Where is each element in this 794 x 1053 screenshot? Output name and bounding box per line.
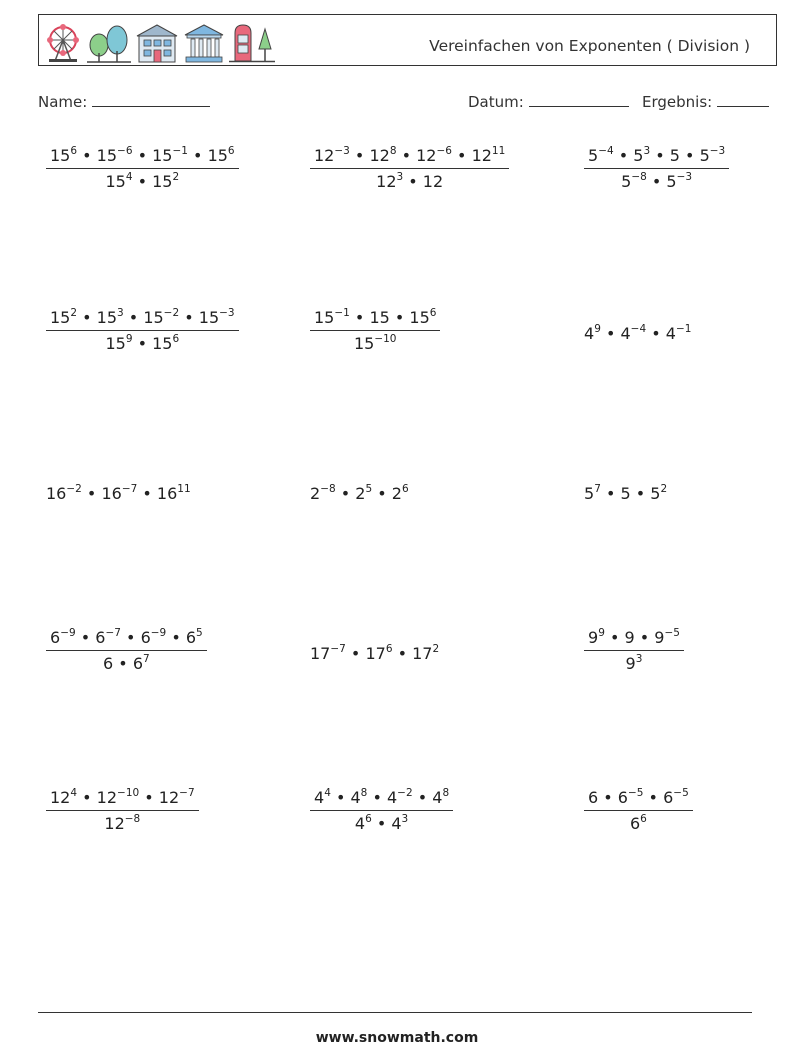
exponent: −7 — [330, 643, 346, 655]
denominator — [584, 650, 684, 673]
denominator — [310, 168, 509, 191]
exponent: 2 — [70, 307, 78, 319]
multiply-dot: • — [132, 334, 153, 353]
date-field — [468, 92, 629, 111]
exponent: −1 — [675, 323, 692, 335]
fraction — [584, 628, 684, 673]
problem-13 — [46, 788, 199, 833]
problem-2 — [310, 146, 509, 191]
base: 4 — [314, 788, 325, 807]
base: 15 — [207, 146, 228, 165]
header-icons — [43, 21, 275, 63]
trees-icon — [87, 23, 131, 63]
problem-1 — [46, 146, 239, 191]
problem-4 — [46, 308, 239, 353]
exponent: 6 — [401, 483, 409, 495]
exponent: 3 — [396, 171, 404, 183]
house-icon — [135, 23, 179, 63]
denominator — [46, 810, 199, 833]
multiply-dot: • — [451, 146, 472, 165]
base: 5 — [588, 146, 599, 165]
base: 15 — [152, 146, 173, 165]
base: 12 — [50, 788, 71, 807]
problem-10 — [46, 628, 207, 673]
footer-divider — [38, 1012, 752, 1013]
problem-5 — [310, 308, 440, 353]
base: 6 — [50, 628, 61, 647]
base: 16 — [46, 484, 67, 503]
exponent: 2 — [172, 171, 180, 183]
base: 9 — [654, 628, 665, 647]
base: 17 — [365, 644, 386, 663]
multiply-dot: • — [349, 146, 370, 165]
base: 15 — [105, 334, 126, 353]
exponent: −10 — [117, 787, 140, 799]
problem-14 — [310, 788, 453, 833]
multiply-dot: • — [371, 814, 392, 833]
base: 4 — [665, 324, 676, 343]
exponent: 6 — [227, 145, 235, 157]
base: 12 — [422, 172, 444, 191]
exponent: 7 — [594, 483, 601, 495]
numerator — [584, 628, 684, 650]
multiply-dot: • — [187, 146, 208, 165]
multiply-dot: • — [132, 172, 153, 191]
problem-8 — [310, 484, 409, 503]
name-label: Name: — [38, 93, 88, 111]
base: 12 — [416, 146, 437, 165]
multiply-dot: • — [367, 788, 387, 807]
base: 5 — [669, 146, 680, 165]
base: 12 — [104, 814, 125, 833]
multiply-dot: • — [81, 484, 102, 503]
fraction — [46, 628, 207, 673]
multiply-dot: • — [120, 628, 141, 647]
multiply-dot: • — [604, 628, 625, 647]
multiply-dot: • — [643, 788, 664, 807]
multiply-dot: • — [75, 628, 96, 647]
base: 2 — [355, 484, 366, 503]
exponent: 8 — [442, 787, 450, 799]
exponent: −4 — [630, 323, 647, 335]
base: 5 — [621, 172, 632, 191]
multiply-dot: • — [137, 484, 157, 503]
exponent: −2 — [163, 307, 180, 319]
museum-icon — [183, 23, 225, 63]
fraction — [310, 146, 509, 191]
base: 15 — [314, 308, 335, 327]
denominator — [46, 168, 239, 191]
denominator — [46, 650, 207, 673]
multiply-dot: • — [345, 644, 366, 663]
phone-booth-icon — [229, 23, 275, 63]
multiply-dot: • — [372, 484, 392, 503]
exponent: −6 — [117, 145, 133, 157]
exponent: 2 — [432, 643, 440, 655]
multiply-dot: • — [132, 146, 153, 165]
exponent: 5 — [196, 627, 203, 639]
base: 4 — [432, 788, 443, 807]
base: 15 — [353, 334, 375, 353]
base: 6 — [588, 788, 599, 807]
base: 6 — [185, 628, 197, 647]
exponent: −5 — [627, 787, 644, 799]
exponent: 9 — [125, 333, 133, 345]
numerator — [584, 146, 729, 168]
base: 12 — [96, 788, 118, 807]
multiply-dot: • — [392, 644, 413, 663]
base: 6 — [132, 654, 143, 673]
base: 6 — [617, 788, 628, 807]
exponent: 5 — [365, 483, 373, 495]
multiply-dot: • — [335, 484, 356, 503]
exponent: 8 — [389, 145, 397, 157]
base: 9 — [624, 628, 635, 647]
exponent: 11 — [177, 483, 191, 495]
denominator — [584, 168, 729, 191]
base: 9 — [588, 628, 599, 647]
base: 15 — [96, 308, 118, 327]
problem-12 — [584, 628, 684, 673]
denominator — [310, 330, 440, 353]
header-box — [38, 14, 777, 66]
multiply-dot: • — [139, 788, 159, 807]
base: 2 — [391, 484, 402, 503]
multiply-dot: • — [389, 308, 410, 327]
exponent: −5 — [673, 787, 689, 799]
expression — [310, 644, 439, 663]
base: 15 — [105, 172, 126, 191]
base: 15 — [143, 308, 164, 327]
base: 12 — [376, 172, 397, 191]
date-blank[interactable] — [529, 92, 629, 107]
base: 16 — [156, 484, 178, 503]
base: 2 — [310, 484, 321, 503]
base: 17 — [310, 644, 331, 663]
exponent: −8 — [320, 483, 336, 495]
base: 5 — [699, 146, 710, 165]
date-label: Datum: — [468, 93, 524, 111]
fraction — [310, 788, 453, 833]
multiply-dot: • — [77, 146, 97, 165]
exponent: −8 — [631, 171, 647, 183]
multiply-dot: • — [179, 308, 199, 327]
exponent: −2 — [66, 483, 82, 495]
expression — [584, 484, 667, 503]
ferris-wheel-icon — [43, 23, 83, 63]
exponent: −1 — [172, 145, 188, 157]
base: 15 — [152, 172, 173, 191]
base: 6 — [629, 814, 641, 833]
exponent: −5 — [664, 627, 680, 639]
base: 12 — [471, 146, 492, 165]
numerator — [46, 788, 199, 810]
base: 15 — [50, 146, 71, 165]
base: 12 — [314, 146, 335, 165]
exponent: 4 — [324, 787, 331, 799]
multiply-dot: • — [77, 308, 97, 327]
exponent: −3 — [219, 307, 235, 319]
multiply-dot: • — [630, 484, 651, 503]
exponent: 2 — [660, 483, 668, 495]
multiply-dot: • — [166, 628, 186, 647]
problem-11 — [310, 644, 439, 663]
exponent: 3 — [401, 813, 409, 825]
multiply-dot: • — [650, 146, 670, 165]
exponent: 11 — [491, 145, 506, 157]
exponent: −3 — [676, 171, 693, 183]
exponent: −10 — [374, 333, 397, 345]
multiply-dot: • — [613, 146, 634, 165]
exponent: −7 — [121, 483, 138, 495]
problem-3 — [584, 146, 729, 191]
multiply-dot: • — [646, 172, 667, 191]
result-blank[interactable] — [717, 92, 769, 107]
exponent: 3 — [117, 307, 124, 319]
exponent: 6 — [70, 145, 78, 157]
exponent: 6 — [429, 307, 437, 319]
numerator — [584, 788, 693, 810]
exponent: −3 — [334, 145, 350, 157]
base: 4 — [350, 788, 361, 807]
exponent: −4 — [598, 145, 614, 157]
name-blank[interactable] — [92, 92, 210, 107]
exponent: 3 — [635, 653, 643, 665]
expression — [46, 484, 191, 503]
base: 15 — [409, 308, 430, 327]
base: 4 — [354, 814, 366, 833]
exponent: 4 — [70, 787, 78, 799]
multiply-dot: • — [600, 324, 621, 343]
multiply-dot: • — [396, 146, 417, 165]
worksheet-title: Vereinfachen von Exponenten ( Division ) — [429, 37, 750, 55]
problem-9 — [584, 484, 667, 503]
multiply-dot: • — [330, 788, 351, 807]
multiply-dot: • — [77, 788, 97, 807]
numerator — [310, 308, 440, 330]
base: 15 — [152, 334, 173, 353]
base: 15 — [198, 308, 220, 327]
base: 4 — [386, 788, 398, 807]
exponent: −3 — [709, 145, 726, 157]
base: 12 — [369, 146, 390, 165]
expression — [584, 324, 691, 343]
fraction — [584, 788, 693, 833]
problem-7 — [46, 484, 191, 503]
multiply-dot: • — [600, 484, 621, 503]
denominator — [310, 810, 453, 833]
multiply-dot: • — [679, 146, 700, 165]
exponent: 4 — [125, 171, 133, 183]
exponent: 7 — [143, 653, 150, 665]
numerator — [310, 146, 509, 168]
fraction — [584, 146, 729, 191]
base: 15 — [96, 146, 118, 165]
name-field — [38, 92, 210, 111]
result-label: Ergebnis: — [642, 93, 713, 111]
expression — [310, 484, 409, 503]
fraction — [46, 146, 239, 191]
base: 5 — [584, 484, 595, 503]
base: 15 — [369, 308, 390, 327]
exponent: 9 — [598, 627, 605, 639]
denominator — [584, 810, 693, 833]
exponent: −7 — [105, 627, 121, 639]
exponent: 6 — [172, 333, 180, 345]
exponent: −6 — [436, 145, 452, 157]
base: 5 — [666, 172, 677, 191]
exponent: −7 — [179, 787, 195, 799]
result-field — [642, 92, 769, 111]
base: 4 — [391, 814, 402, 833]
fraction — [310, 308, 440, 353]
fraction — [46, 308, 239, 353]
exponent: −8 — [124, 813, 141, 825]
exponent: 6 — [640, 813, 647, 825]
base: 5 — [620, 484, 631, 503]
base: 6 — [140, 628, 151, 647]
fraction — [46, 788, 199, 833]
exponent: −1 — [334, 307, 350, 319]
multiply-dot: • — [403, 172, 423, 191]
base: 12 — [158, 788, 180, 807]
base: 5 — [633, 146, 644, 165]
exponent: 9 — [594, 323, 601, 335]
numerator — [46, 308, 239, 330]
numerator — [46, 146, 239, 168]
multiply-dot: • — [349, 308, 370, 327]
base: 16 — [101, 484, 122, 503]
multiply-dot: • — [412, 788, 433, 807]
exponent: 3 — [643, 145, 651, 157]
numerator — [310, 788, 453, 810]
multiply-dot: • — [646, 324, 666, 343]
numerator — [46, 628, 207, 650]
multiply-dot: • — [113, 654, 133, 673]
base: 4 — [584, 324, 595, 343]
multiply-dot: • — [123, 308, 144, 327]
base: 6 — [663, 788, 674, 807]
exponent: 6 — [385, 643, 393, 655]
multiply-dot: • — [598, 788, 618, 807]
exponent: −9 — [150, 627, 167, 639]
problem-6 — [584, 324, 691, 343]
base: 15 — [50, 308, 71, 327]
denominator — [46, 330, 239, 353]
footer-url: www.snowmath.com — [315, 1030, 479, 1046]
base: 5 — [650, 484, 661, 503]
multiply-dot: • — [634, 628, 655, 647]
exponent: 6 — [365, 813, 372, 825]
exponent: −9 — [60, 627, 76, 639]
base: 6 — [95, 628, 106, 647]
base: 4 — [620, 324, 631, 343]
base: 9 — [625, 654, 636, 673]
base: 17 — [412, 644, 433, 663]
base: 6 — [103, 654, 114, 673]
problem-15 — [584, 788, 693, 833]
exponent: 8 — [360, 787, 368, 799]
exponent: −2 — [397, 787, 413, 799]
